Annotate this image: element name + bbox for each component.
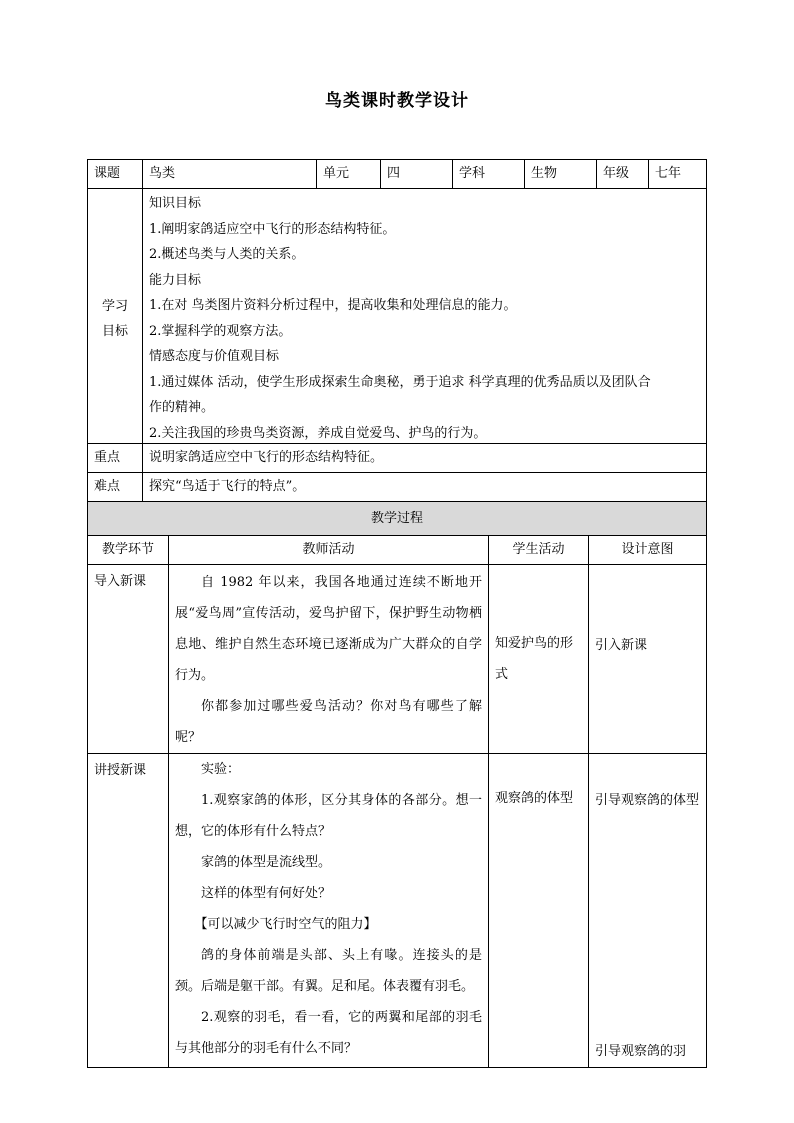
lesson-plan-table bbox=[87, 159, 707, 1068]
intro-intent: 引入新课 bbox=[588, 565, 706, 753]
lecture-intent-text: 引导观察鸽的羽 bbox=[595, 1044, 687, 1059]
document-title: 鸟类课时教学设计 bbox=[325, 91, 469, 111]
goal-line: 情感态度与价值观目标 bbox=[149, 349, 280, 364]
goal-line: 2.掌握科学的观察方法。 bbox=[149, 323, 292, 339]
header-row bbox=[88, 160, 706, 188]
col-student: 学生活动 bbox=[488, 536, 588, 564]
lecture-teacher bbox=[168, 754, 488, 1067]
column-header-row bbox=[88, 535, 706, 564]
lecture-teacher-text: 这样的体型有何好处？ bbox=[201, 886, 332, 901]
goals-content bbox=[142, 189, 706, 443]
lecture-teacher-text: 实验： bbox=[201, 762, 241, 777]
key-point-text: 说明家鸽适应空中飞行的形态结构特征。 bbox=[142, 444, 706, 472]
goal-line: 能力目标 bbox=[149, 272, 202, 288]
lecture-teacher-text: 2.观察的羽毛，看一看，它的两翼和尾部的羽毛与其他部分的羽毛有什么不同？ bbox=[175, 1010, 482, 1056]
goals-row bbox=[88, 188, 706, 443]
goals-label-line: 学习 bbox=[101, 299, 128, 314]
process-title-row bbox=[88, 501, 706, 535]
difficulty-label: 难点 bbox=[94, 479, 121, 494]
lecture-intent-text: 引导观察鸽的体型 bbox=[595, 793, 700, 808]
lecture-stage: 讲授新课 bbox=[94, 763, 147, 778]
goal-line: 2.概述鸟类与人类的关系。 bbox=[149, 247, 305, 262]
unit-label: 单元 bbox=[316, 160, 380, 188]
lecture-student: 观察鸽的体型 bbox=[488, 754, 588, 1067]
lecture-teacher-text: 1.观察家鸽的体形，区分其身体的各部分。想一想，它的体形有什么特点？ bbox=[175, 793, 482, 839]
goals-label-line: 目标 bbox=[101, 324, 128, 339]
col-stage: 教学环节 bbox=[101, 542, 154, 557]
grade-value: 七年 bbox=[648, 160, 706, 188]
key-point-row bbox=[88, 443, 706, 472]
goal-line: 知识目标 bbox=[149, 196, 202, 211]
key-point-label: 重点 bbox=[94, 450, 121, 465]
lecture-intent bbox=[588, 754, 706, 1067]
difficulty-text: 探究“鸟适于飞行的特点”。 bbox=[142, 473, 706, 501]
lecture-teacher-answer: 【可以减少飞行时空气的阻力】 bbox=[194, 917, 377, 932]
intro-row bbox=[88, 564, 706, 753]
unit-value: 四 bbox=[380, 160, 452, 188]
lecture-row bbox=[88, 753, 706, 1067]
subject-label: 学科 bbox=[452, 160, 524, 188]
goals-label bbox=[88, 189, 142, 443]
difficulty-row bbox=[88, 472, 706, 501]
col-intent: 设计意图 bbox=[588, 536, 706, 564]
intro-teacher-question: 你都参加过哪些爱鸟活动？你对鸟有哪些了解呢？ bbox=[175, 699, 482, 745]
goal-line: 作的精神。 bbox=[149, 400, 215, 415]
lecture-teacher-text: 鸽的身体前端是头部、头上有喙。连接头的是颈。后端是躯干部。有翼。足和尾。体表覆有羽毛。 bbox=[175, 948, 482, 994]
intro-stage: 导入新课 bbox=[94, 574, 147, 589]
course-label: 课题 bbox=[94, 166, 121, 181]
grade-label: 年级 bbox=[596, 160, 648, 188]
intro-teacher bbox=[168, 565, 488, 753]
intro-student: 知爱护鸟的形式 bbox=[488, 565, 588, 753]
col-teacher: 教师活动 bbox=[168, 536, 488, 564]
intro-teacher-text: 自 1982 年以来，我国各地通过连续不断地开展“爱鸟周”宣传活动，爱鸟护留下，保护野生动物栖息地、维护自然生态环境已逐渐成为广大群众的自学行为。 bbox=[175, 575, 482, 683]
process-title: 教学过程 bbox=[88, 502, 706, 535]
subject-value: 生物 bbox=[524, 160, 596, 188]
lecture-teacher-text: 家鸽的体型是流线型。 bbox=[201, 855, 332, 870]
goal-line: 1.通过媒体 活动，使学生形成探索生命奥秘，勇于追求 科学真理的优秀品质以及团队合 bbox=[149, 374, 651, 390]
course-value: 鸟类 bbox=[142, 160, 316, 188]
goal-line: 1.阐明家鸽适应空中飞行的形态结构特征。 bbox=[149, 221, 396, 237]
goal-line: 2.关注我国的珍贵鸟类资源，养成自觉爱鸟、护鸟的行为。 bbox=[149, 425, 487, 441]
goal-line: 1.在对 鸟类图片资料分析过程中，提高收集和处理信息的能力。 bbox=[149, 298, 517, 313]
